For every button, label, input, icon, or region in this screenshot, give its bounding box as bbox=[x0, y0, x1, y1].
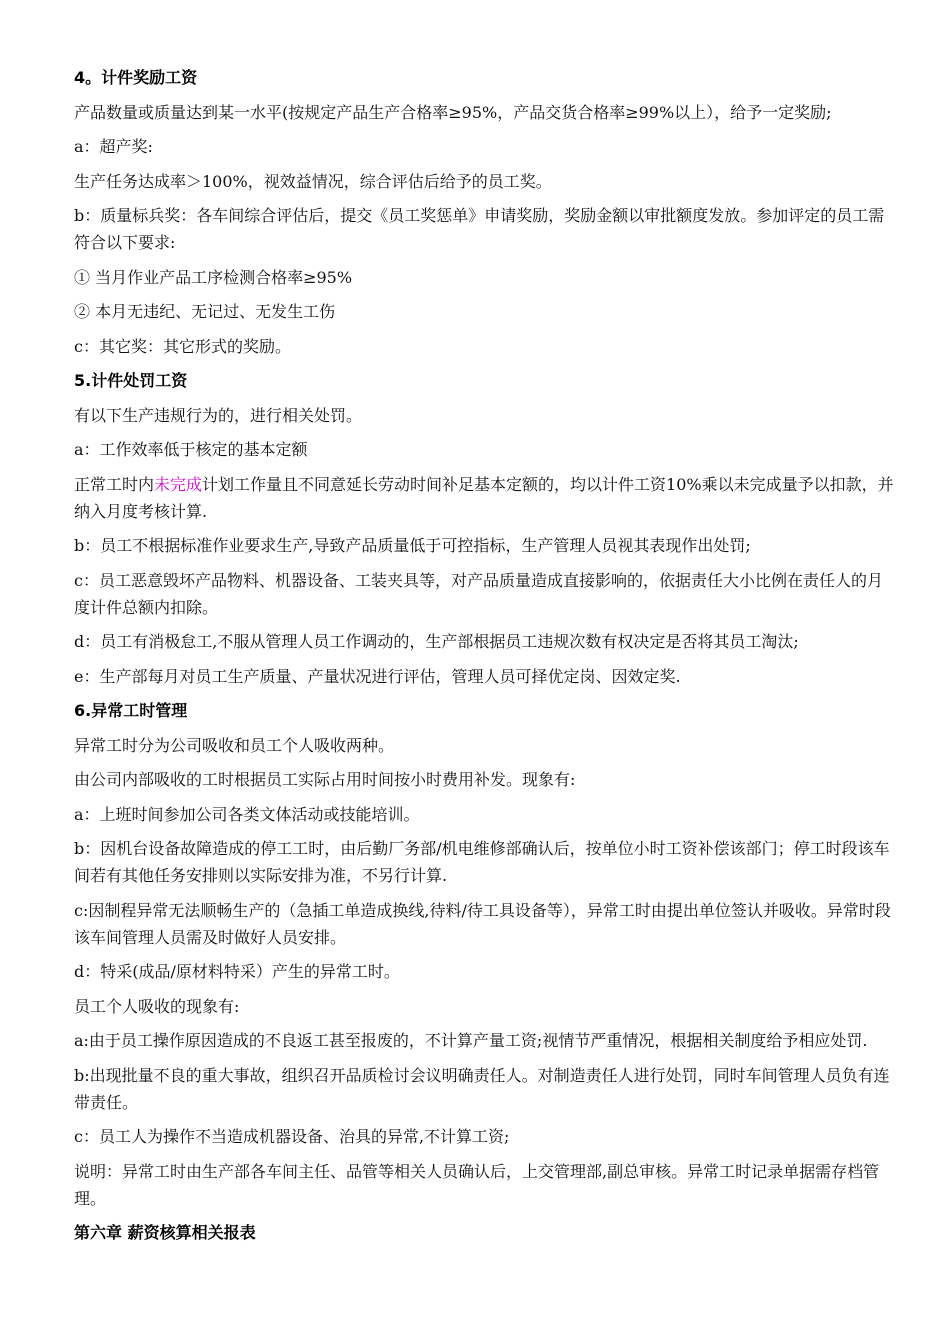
paragraph: c：员工人为操作不当造成机器设备、治具的异常,不计算工资; bbox=[74, 1127, 510, 1146]
section-heading-abnormal-hours: 6.异常工时管理 bbox=[74, 701, 188, 720]
paragraph: b：质量标兵奖：各车间综合评估后，提交《员工奖惩单》申请奖励，奖励金额以审批额度发放。参加评定的员工需符合以下要求: bbox=[74, 206, 885, 252]
paragraph: 说明：异常工时由生产部各车间主任、品管等相关人员确认后，上交管理部,副总审核。异常工时记录单据需存档管理。 bbox=[74, 1161, 880, 1208]
paragraph: e：生产部每月对员工生产质量、产量状况进行评估，管理人员可择优定岗、因效定奖. bbox=[74, 666, 681, 686]
highlighted-text: 未完成 bbox=[154, 474, 203, 494]
paragraph: 有以下生产违规行为的，进行相关处罚。 bbox=[74, 405, 363, 425]
section-heading-piecework-bonus: 4。计件奖励工资 bbox=[74, 68, 198, 87]
paragraph: c：其它奖：其它形式的奖励。 bbox=[74, 336, 291, 356]
paragraph: 生产任务达成率＞100%，视效益情况，综合评估后给予的员工奖。 bbox=[74, 171, 552, 191]
chapter-heading: 第六章 薪资核算相关报表 bbox=[74, 1223, 256, 1242]
section-heading-piecework-penalty: 5.计件处罚工资 bbox=[74, 371, 188, 390]
paragraph: 员工个人吸收的现象有: bbox=[74, 996, 240, 1016]
paragraph-with-highlight bbox=[74, 471, 894, 525]
text-run: 正常工时内 bbox=[74, 474, 155, 494]
document-body bbox=[74, 64, 894, 1254]
paragraph: a：工作效率低于核定的基本定额 bbox=[74, 440, 308, 459]
list-item: ② 本月无违纪、无记过、无发生工伤 bbox=[74, 302, 336, 321]
paragraph: 异常工时分为公司吸收和员工个人吸收两种。 bbox=[74, 735, 395, 755]
paragraph: c:因制程异常无法顺畅生产的（急插工单造成换线,待料/待工具设备等），异常工时由提出单位签认并吸收。异常时段该车间管理人员需及时做好人员安排。 bbox=[74, 900, 891, 947]
paragraph: b：因机台设备故障造成的停工工时，由后勤厂务部/机电维修部确认后，按单位小时工资补偿该部门；停工时段该车间若有其他任务安排则以实际安排为准，不另行计算. bbox=[74, 839, 890, 885]
list-item: ① 当月作业产品工序检测合格率≥95% bbox=[74, 267, 353, 287]
paragraph: d：特采(成品/原材料特采）产生的异常工时。 bbox=[74, 962, 400, 981]
paragraph: a：超产奖: bbox=[74, 137, 153, 156]
paragraph: d：员工有消极怠工,不服从管理人员工作调动的，生产部根据员工违规次数有权决定是否将其员工淘汰; bbox=[74, 632, 799, 651]
text-run: 计划工作量且不同意延长劳动时间补足基本定额的，均以计件工资10%乘以未完成量予以扣款，并纳入月度考核计算. bbox=[74, 474, 894, 521]
paragraph: b：员工不根据标准作业要求生产,导致产品质量低于可控指标，生产管理人员视其表现作出处罚; bbox=[74, 536, 751, 555]
paragraph: 产品数量或质量达到某一水平(按规定产品生产合格率≥95%，产品交货合格率≥99%以上），给予一定奖励; bbox=[74, 102, 832, 122]
paragraph: b:出现批量不良的重大事故，组织召开品质检讨会议明确责任人。对制造责任人进行处罚，同时车间管理人员负有连带责任。 bbox=[74, 1065, 890, 1112]
paragraph: a：上班时间参加公司各类文体活动或技能培训。 bbox=[74, 804, 420, 824]
paragraph: 由公司内部吸收的工时根据员工实际占用时间按小时费用补发。现象有: bbox=[74, 770, 576, 789]
paragraph: c：员工恶意毁坏产品物料、机器设备、工装夹具等，对产品质量造成直接影响的，依据责任大小比例在责任人的月度计件总额内扣除。 bbox=[74, 570, 883, 617]
paragraph: a:由于员工操作原因造成的不良返工甚至报废的，不计算产量工资;视情节严重情况，根据相关制度给予相应处罚. bbox=[74, 1031, 868, 1050]
